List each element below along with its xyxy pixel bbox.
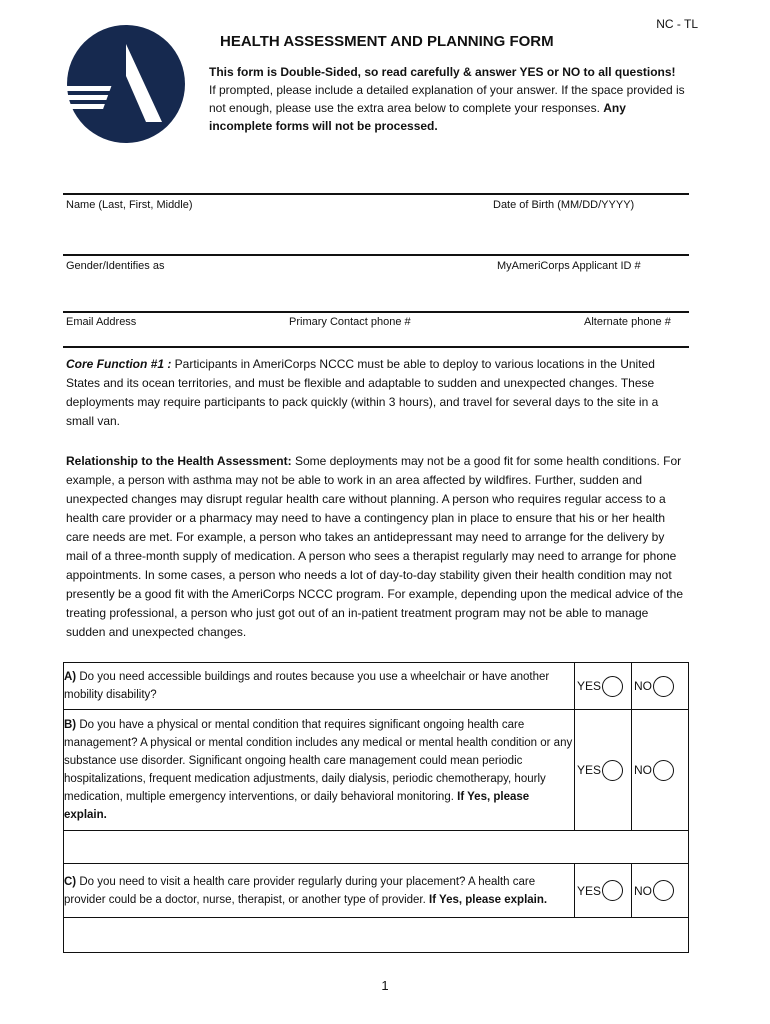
no-radio-c[interactable] — [653, 880, 674, 901]
divider — [63, 193, 689, 195]
explain-row-b — [64, 831, 689, 864]
primary-phone-field-label[interactable]: Primary Contact phone # — [289, 316, 411, 328]
form-code: NC - TL — [656, 17, 698, 31]
no-option-c[interactable]: NO — [632, 864, 689, 918]
no-radio-b[interactable] — [653, 760, 674, 781]
core-function-lead: Core Function #1 : — [66, 357, 172, 371]
instructions-bold: This form is Double-Sided, so read carefully & answer YES or NO to all questions! — [209, 65, 676, 79]
no-option-b[interactable]: NO — [632, 710, 689, 831]
question-row-c — [64, 864, 689, 918]
name-field-label[interactable]: Name (Last, First, Middle) — [66, 199, 193, 211]
form-title: HEALTH ASSESSMENT AND PLANNING FORM — [220, 33, 554, 50]
divider — [63, 311, 689, 313]
core-function-text: Participants in AmeriCorps NCCC must be able to deploy to various locations in the United States and its ocean territories, and must be flexible and adaptable to sudden and unexpected changes. These deployments may require participants to pack quickly (within 3 hours), and travel for several days to the site in a small van. — [66, 357, 659, 428]
yes-radio-b[interactable] — [602, 760, 623, 781]
question-a-text: A) Do you need accessible buildings and routes because you use a wheelchair or have another mobility disability? — [64, 663, 575, 710]
relationship-text: Some deployments may not be a good fit for some health conditions. For example, a person with asthma may not be able to work in an area affected by wildfires. Further, sudden and unexpected changes may disrupt regular health care without planning. A person who requires regular access to a health care provider or a pharmacy may need to have a contingency plan in place to ensure that his or her health care needs are met. For example, a person who takes an antidepressant may need to arrange for the delivery by mail of a three-month supply of medication. A person who sees a therapist regularly may need to arrange for phone appointments. In some cases, a person who needs a lot of day-to-day stability given their health condition may not presently be a good fit with the AmeriCorps NCCC program. For example, depending upon the medical advice of the treating professional, a person who just got out of an in-patient treatment program may not be able to manage sudden and unexpected changes. — [66, 454, 683, 639]
explain-field-b[interactable] — [64, 831, 689, 864]
relationship-paragraph — [66, 452, 688, 642]
yes-option-a[interactable]: YES — [575, 663, 632, 710]
question-c-text: C) Do you need to visit a health care provider regularly during your placement? A health care provider could be a doctor, nurse, therapist, or another type of provider. If Yes, please explain. — [64, 864, 575, 918]
page-number: 1 — [381, 978, 389, 993]
applicant-id-field-label[interactable]: MyAmeriCorps Applicant ID # — [497, 260, 641, 272]
yes-radio-c[interactable] — [602, 880, 623, 901]
dob-field-label[interactable]: Date of Birth (MM/DD/YYYY) — [493, 199, 635, 211]
explain-row-c — [64, 918, 689, 953]
core-function-paragraph — [66, 355, 688, 431]
question-row-a — [64, 663, 689, 710]
alternate-phone-field-label[interactable]: Alternate phone # — [584, 316, 671, 328]
relationship-lead: Relationship to the Health Assessment: — [66, 454, 292, 468]
instructions-bold-end: Any incomplete forms will not be processed. — [209, 101, 626, 133]
yes-option-b[interactable]: YES — [575, 710, 632, 831]
gender-field-label[interactable]: Gender/Identifies as — [66, 260, 165, 272]
divider — [63, 254, 689, 256]
no-radio-a[interactable] — [653, 676, 674, 697]
instructions-text: If prompted, please include a detailed explanation of your answer. If the space provided is not enough, please use the extra area below to complete your responses. — [209, 83, 685, 115]
email-field-label[interactable]: Email Address — [66, 316, 137, 328]
questions-table — [63, 662, 689, 953]
form-instructions — [209, 63, 689, 135]
yes-radio-a[interactable] — [602, 676, 623, 697]
explain-field-c[interactable] — [64, 918, 689, 953]
question-row-b — [64, 710, 689, 831]
yes-option-c[interactable]: YES — [575, 864, 632, 918]
no-option-a[interactable]: NO — [632, 663, 689, 710]
question-b-text: B) Do you have a physical or mental condition that requires significant ongoing health care management? A physical or mental condition includes any medical or mental health condition or any substance use disorder. Significant ongoing health care management could mean periodic hospitalizations, frequent medication adjustments, daily dialysis, periodic chemotherapy, hourly medication, multiple emergency interventions, or daily behavioral monitoring. If Yes, please explain. — [64, 710, 575, 831]
americorps-logo-icon — [66, 24, 186, 144]
divider — [63, 346, 689, 348]
